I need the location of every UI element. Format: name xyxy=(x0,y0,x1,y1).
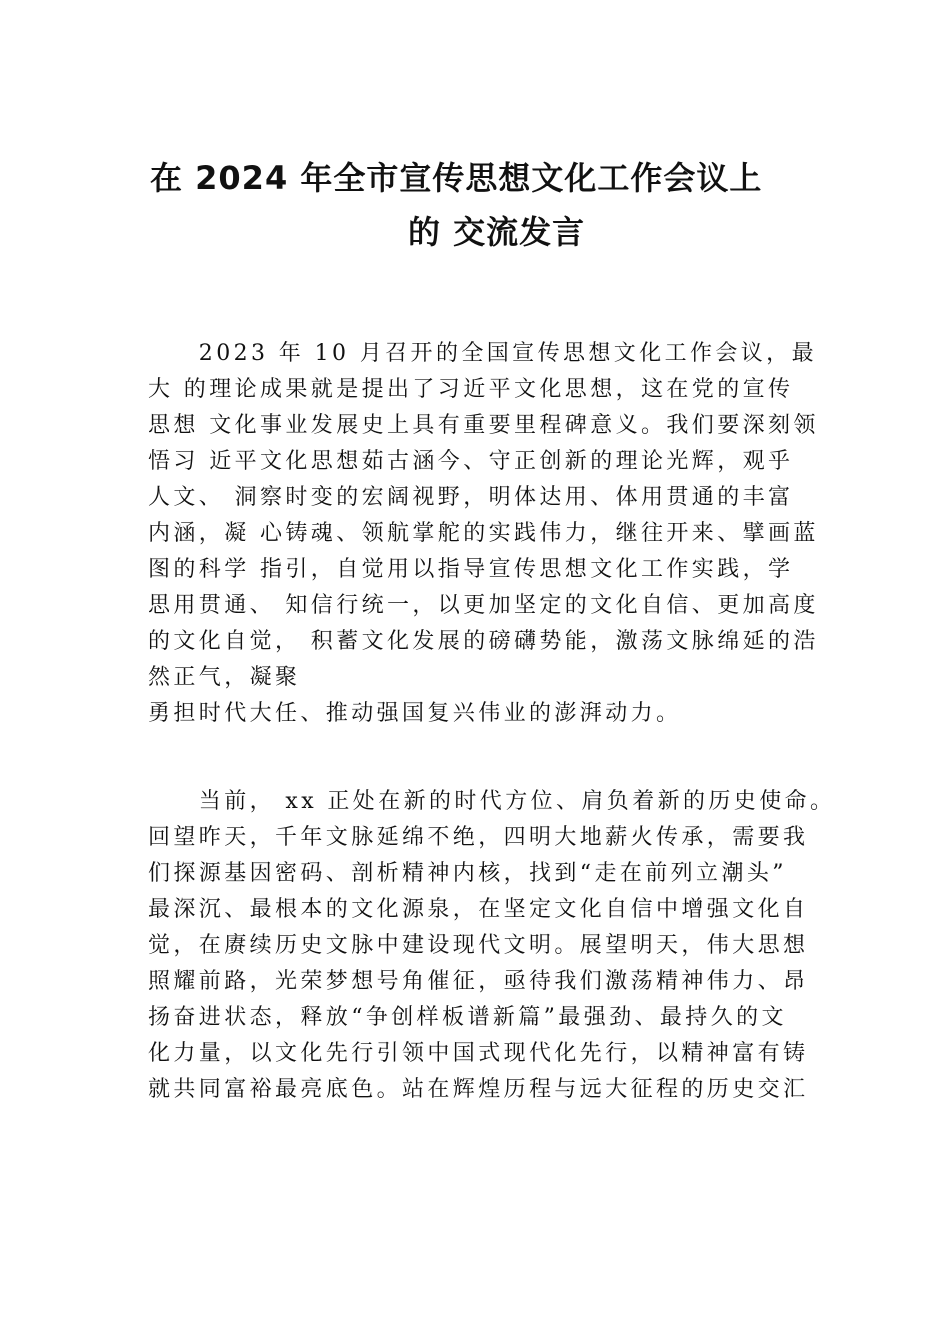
paragraph-2-line: 当前， xx 正处在新的时代方位、肩负着新的历史使命。 xyxy=(148,789,836,814)
paragraph-1-line: 2023 年 10 月召开的全国宣传思想文化工作会议，最 xyxy=(148,341,817,366)
paragraph-2-line: 就共同富裕最亮底色。站在辉煌历程与远大征程的历史交汇 xyxy=(148,1077,809,1102)
paragraph-1-line: 然正气，凝聚 xyxy=(148,665,301,690)
paragraph-2 xyxy=(148,784,836,1108)
paragraph-1-line: 思用贯通、 知信行统一，以更加坚定的文化自信、更加高度 xyxy=(148,593,819,618)
paragraph-1-line: 图的科学 指引，自觉用以指导宣传思想文化工作实践，学 xyxy=(148,557,794,582)
paragraph-1-line: 思想 文化事业发展史上具有重要里程碑意义。我们要深刻领 xyxy=(148,413,819,438)
paragraph-1 xyxy=(148,336,818,732)
paragraph-2-line: 回望昨天，千年文脉延绵不绝，四明大地薪火传承，需要我 xyxy=(148,825,809,850)
paragraph-1-line: 的文化自觉， 积蓄文化发展的磅礴势能，激荡文脉绵延的浩 xyxy=(148,629,819,654)
paragraph-2-line: 最深沉、最根本的文化源泉，在坚定文化自信中增强文化自 xyxy=(148,897,809,922)
paragraph-2-line: 扬奋进状态，释放“争创样板谱新篇”最强劲、最持久的文 xyxy=(148,1005,787,1030)
paragraph-1-line: 大 的理论成果就是提出了习近平文化思想，这在党的宣传 xyxy=(148,377,794,402)
paragraph-2-line: 化力量，以文化先行引领中国式现代化先行，以精神富有铸 xyxy=(148,1041,809,1066)
paragraph-1-line: 悟习 近平文化思想茹古涵今、守正创新的理论光辉，观乎 xyxy=(148,449,794,474)
paragraph-1-line: 勇担时代大任、推动强国复兴伟业的澎湃动力。 xyxy=(148,701,682,726)
document-title-line-2: 的 交流发言 xyxy=(408,213,586,251)
paragraph-2-line: 觉，在赓续历史文脉中建设现代文明。展望明天，伟大思想 xyxy=(148,933,809,958)
paragraph-2-line: 们探源基因密码、剖析精神内核，找到“走在前列立潮头” xyxy=(148,861,787,886)
paragraph-1-line: 人文、 洞察时变的宏阔视野，明体达用、体用贯通的丰富 xyxy=(148,485,794,510)
paragraph-1-line: 内涵，凝 心铸魂、领航掌舵的实践伟力，继往开来、擘画蓝 xyxy=(148,521,819,546)
paragraph-2-line: 照耀前路，光荣梦想号角催征，亟待我们激荡精神伟力、昂 xyxy=(148,969,809,994)
document-title-line-1: 在 2024 年全市宣传思想文化工作会议上 xyxy=(150,159,763,197)
